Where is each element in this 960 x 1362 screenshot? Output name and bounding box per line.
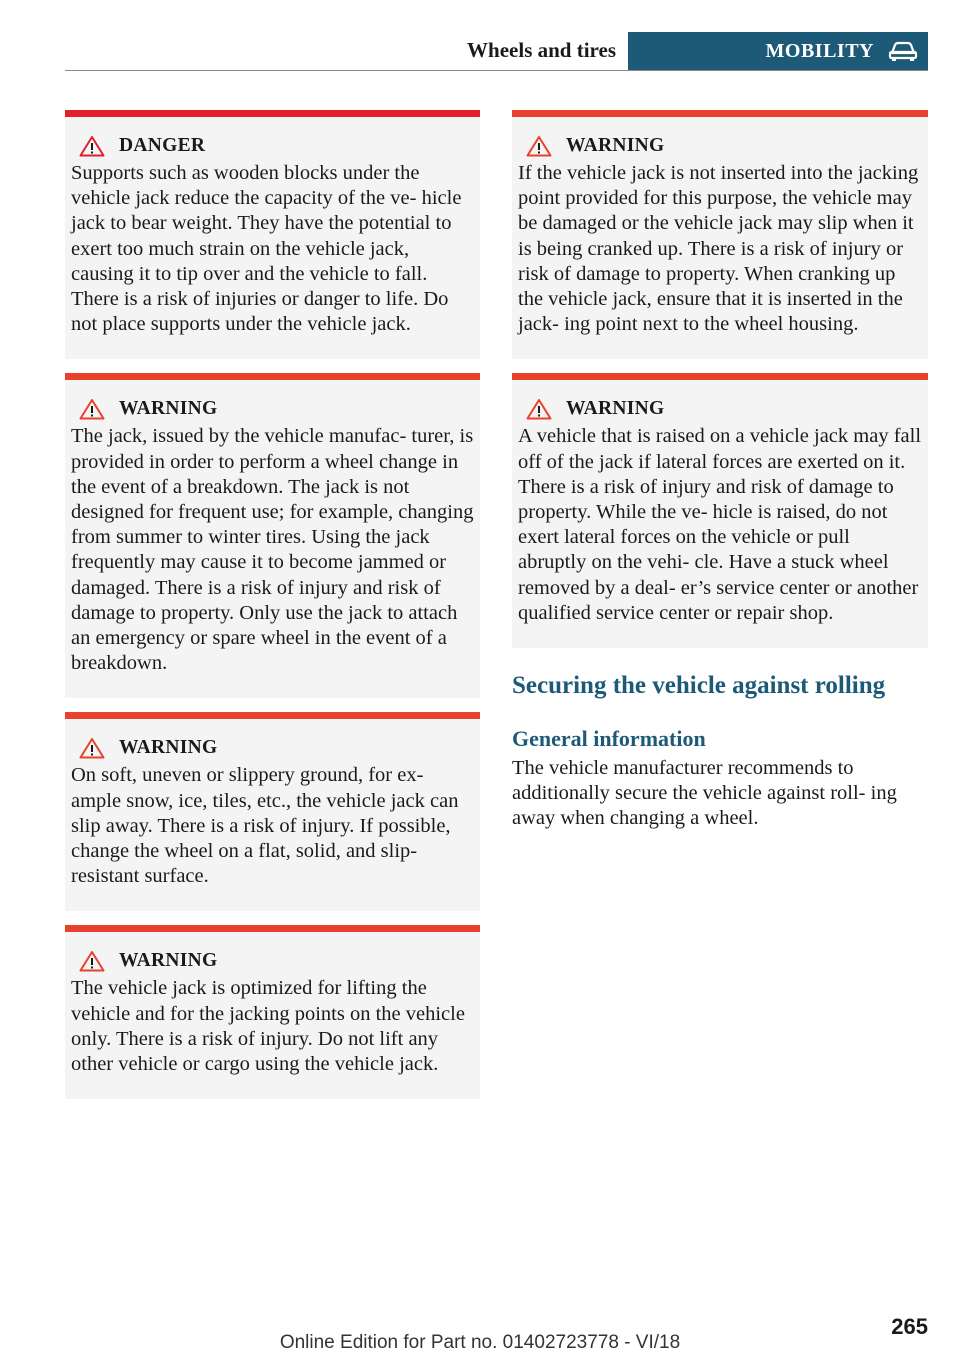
box-header (518, 135, 922, 157)
chapter-tab (628, 32, 928, 70)
warning-triangle-icon (526, 135, 552, 157)
box-title: WARNING (566, 135, 665, 156)
box-header (71, 398, 474, 420)
warning-triangle-icon (79, 135, 105, 157)
page-header (65, 32, 928, 71)
box-header (518, 398, 922, 420)
footer-edition: Online Edition for Part no. 01402723778 - VI/18 (279, 1332, 681, 1353)
box-text: If the vehicle jack is not inserted into the jacking point provided for this purpose, the vehicle may be damaged or the vehicle jack may slip when it is being cranked up. There is a risk of injury or risk of damage to property. When cranking up the vehicle jack, ensure that it is inserted in the jack‐ ing point next to the wheel housing. (518, 162, 919, 336)
warning-box (65, 925, 480, 1099)
warning-triangle-icon (526, 398, 552, 420)
box-title: WARNING (566, 398, 665, 420)
box-header (71, 135, 474, 157)
danger-box (65, 110, 480, 359)
box-title: WARNING (119, 737, 218, 759)
car-icon (888, 40, 918, 62)
body-text: The vehicle manufacturer recommends to additionally secure the vehicle against roll‐ ing away when changing a wheel. (512, 757, 897, 830)
box-title: DANGER (119, 135, 206, 156)
right-column (512, 110, 928, 832)
subsection-heading: General information (512, 726, 706, 752)
page-number: 265 (891, 1314, 928, 1339)
section-heading: Securing the vehicle against rolling (512, 672, 886, 700)
chapter-title: MOBILITY (765, 39, 874, 62)
box-text: A vehicle that is raised on a vehicle jack may fall off of the jack if lateral forces are exerted on it. There is a risk of injury and risk of damage to property. While the ve‐ hicle is raised, do not exert lateral forces on the vehicle or pull abruptly on the vehi‐ cle. Have a stuck wheel removed by a deal‐ er’s service center or another qualified service center or repair shop. (518, 425, 922, 624)
box-text: The vehicle jack is optimized for lifting the vehicle and for the jacking points on the vehicle only. There is a risk of injury. Do not lift any other vehicle or cargo using the vehicle jack. (71, 977, 465, 1076)
box-header (71, 737, 474, 759)
warning-box (65, 373, 480, 698)
warning-box (512, 110, 928, 359)
warning-triangle-icon (79, 737, 105, 759)
box-text: On soft, uneven or slippery ground, for ex‐ ample snow, ice, tiles, etc., the vehicle jack can slip away. There is a risk of injury. If possible, change the wheel on a flat, solid, and slip-resistant surface. (71, 764, 459, 888)
section-title: Wheels and tires (467, 38, 616, 62)
left-column (65, 110, 480, 1113)
warning-triangle-icon (79, 950, 105, 972)
box-text: Supports such as wooden blocks under the vehicle jack reduce the capacity of the ve‐ hicle jack to bear weight. They have the potential to exert too much strain on the vehicle jack, causing it to tip over and the vehicle to fall. There is a risk of injuries or danger to life. Do not place supports under the vehicle jack. (71, 162, 462, 336)
box-title: WARNING (119, 398, 218, 420)
box-header (71, 950, 474, 972)
warning-box (512, 373, 928, 648)
box-title: WARNING (119, 950, 218, 972)
warning-triangle-icon (79, 398, 105, 420)
box-text: The jack, issued by the vehicle manufac‐ turer, is provided in order to perform a wheel change in the event of a breakdown. The jack is not designed for frequent use; for example, changing from summer to winter tires. Using the jack frequently may cause it to become jammed or damaged. There is a risk of injury and risk of damage to property. Only use the jack to attach an emergency or spare wheel in the event of a breakdown. (71, 425, 474, 675)
warning-box (65, 712, 480, 911)
